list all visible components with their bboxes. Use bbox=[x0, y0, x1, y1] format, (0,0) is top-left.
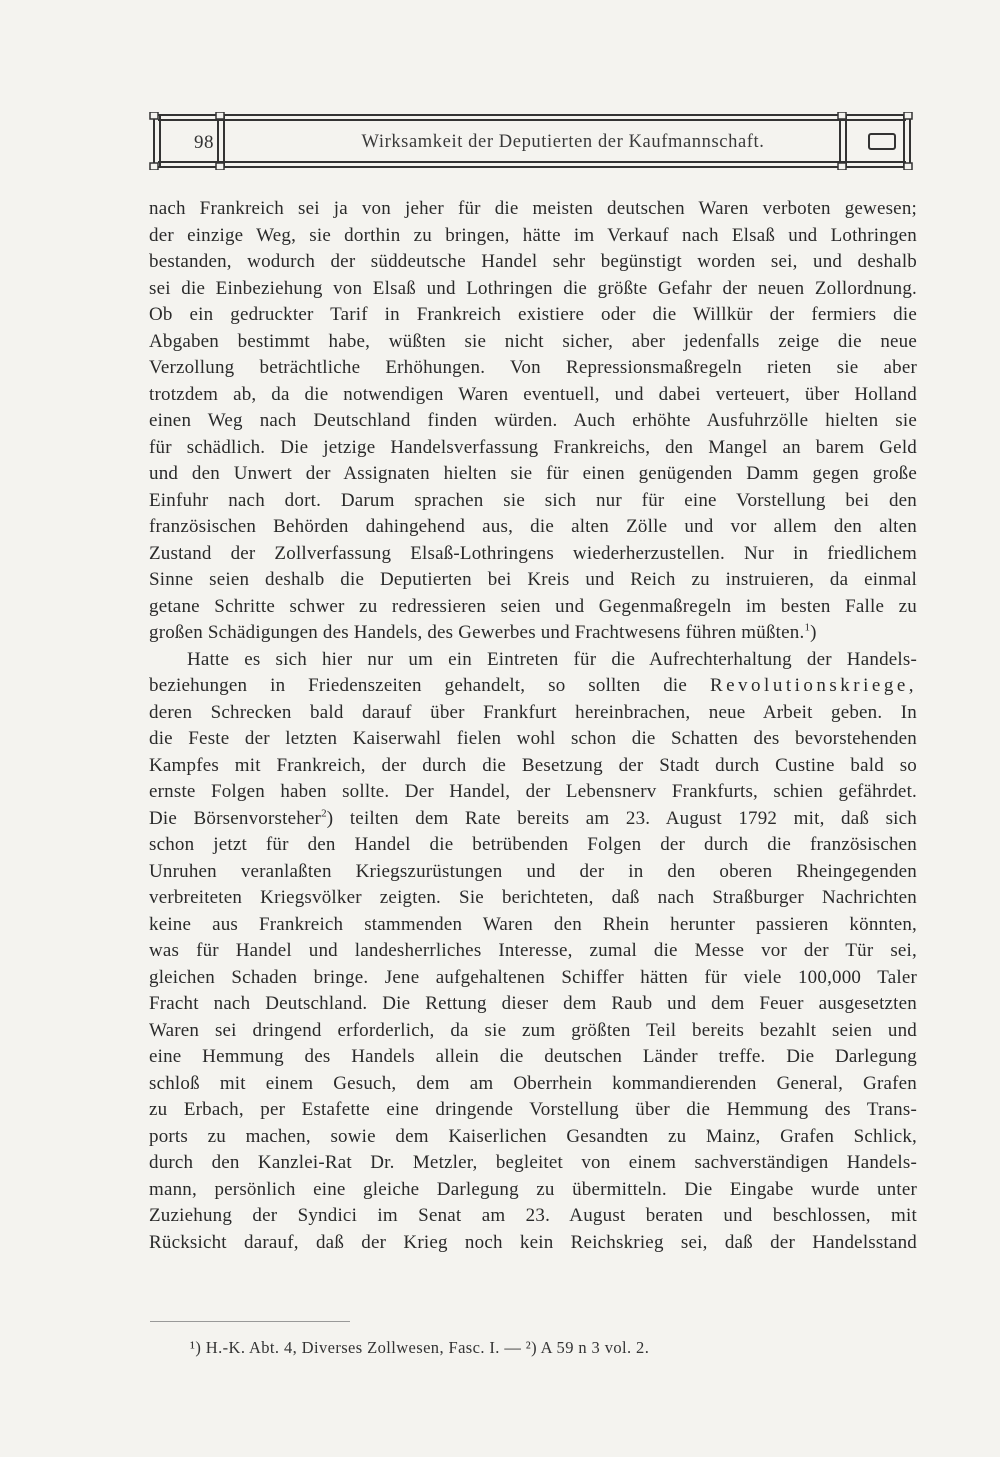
ornament-icon bbox=[868, 133, 896, 150]
body-text bbox=[149, 196, 917, 1256]
paragraph-first-line: Hatte es sich hier nur um ein Eintreten für die Aufrechterhaltung der Handels- bbox=[187, 648, 917, 670]
text-line: Rücksicht darauf, daß der Krieg noch kein Reichskrieg sei, daß der Handelsstand bbox=[149, 1231, 917, 1253]
text-line: und den Unwert der Assignaten hielten sie für einen genügenden Damm gegen große bbox=[149, 463, 917, 484]
text-line: mann, persönlich eine gleiche Darlegung zu übermitteln. Die Eingabe wurde unter bbox=[149, 1178, 917, 1200]
text-line: was für Handel und landesherrliches Interesse, zumal die Messe vor der Tür sei, bbox=[149, 940, 917, 961]
footnote-marker-paren: ) bbox=[810, 622, 817, 643]
text-line: schloß mit einem Gesuch, dem am Oberrhein kommandierenden General, Grafen bbox=[149, 1072, 917, 1094]
text-line: deren Schrecken bald darauf über Frankfurt hereinbrachen, neue Arbeit geben. In bbox=[149, 701, 917, 723]
footnote-divider bbox=[150, 1321, 350, 1322]
text-line: Ob ein gedruckter Tarif in Frankreich existiere oder die Willkür der fermiers die bbox=[149, 304, 917, 325]
text-line: Verzollung beträchtliche Erhöhungen. Von Repressionsmaßregeln rieten sie aber bbox=[149, 357, 917, 378]
text-line: durch den Kanzlei-Rat Dr. Metzler, begleitet von einem sachverständigen Handels- bbox=[149, 1152, 917, 1173]
footnote-marker: 2 bbox=[321, 807, 327, 820]
text-line: einen Weg nach Deutschland finden würden. Auch erhöhte Ausfuhrzölle hielten sie bbox=[149, 410, 917, 431]
text-line: für schädlich. Die jetzige Handelsverfassung Frankreichs, den Mangel an barem Geld bbox=[149, 436, 917, 458]
text-line: Einfuhr nach dort. Darum sprachen sie sich nur für eine Vorstellung bei den bbox=[149, 489, 917, 511]
text-fragment: ) teilten dem Rate bereits am 23. August 1792 mit, daß sich bbox=[326, 807, 917, 829]
text-line: Zustand der Zollverfassung Elsaß-Lothringens wiederherzustellen. Nur in friedlichem bbox=[149, 542, 917, 564]
text-fragment: großen Schädigungen des Handels, des Gewerbes und Frachtwesens führen müßten. bbox=[149, 622, 805, 643]
text-line: keine aus Frankreich stammenden Waren den Rhein herunter passieren könnten, bbox=[149, 913, 917, 935]
text-line: eine Hemmung des Handels allein die deutschen Länder treffe. Die Darlegung bbox=[149, 1046, 917, 1067]
text-line: verbreiteten Kriegsvölker zeigten. Sie berichteten, daß nach Straßburger Nachrichten bbox=[149, 887, 917, 908]
text-line: bestanden, wodurch der süddeutsche Handel sehr begünstigt worden sei, und deshalb bbox=[149, 251, 917, 272]
text-line: trotzdem ab, da die notwendigen Waren eventuell, und dabei verteuert, über Holland bbox=[149, 383, 917, 405]
text-line: Zuziehung der Syndici im Senat am 23. August beraten und beschlossen, mit bbox=[149, 1205, 917, 1226]
text-line: die Feste der letzten Kaiserwahl fielen wohl schon die Schatten des bevorstehenden bbox=[149, 728, 917, 749]
page-header bbox=[148, 112, 916, 170]
text-line: ernste Folgen haben sollte. Der Handel, der Lebensnerv Frankfurts, schien gefährdet. bbox=[149, 781, 917, 802]
text-line: getane Schritte schwer zu redressieren seien und Gegenmaßregeln im besten Falle zu bbox=[149, 595, 917, 617]
text-line: französischen Behörden dahingehend aus, die alten Zölle und vor allem den alten bbox=[149, 516, 917, 537]
text-line: zu Erbach, per Estafette eine dringende Vorstellung über die Hemmung des Trans- bbox=[149, 1099, 917, 1120]
text-line bbox=[149, 806, 917, 833]
text-line: Abgaben bestimmt habe, wüßten sie nicht sicher, aber jedenfalls zeige die neue bbox=[149, 330, 917, 352]
footnote: ¹) H.-K. Abt. 4, Diverses Zollwesen, Fasc. I. — ²) A 59 n 3 vol. 2. bbox=[190, 1338, 650, 1357]
text-line: Fracht nach Deutschland. Die Rettung dieser dem Raub und dem Feuer ausgesetzten bbox=[149, 993, 917, 1014]
emphasized-term: Revolutionskriege, bbox=[709, 675, 917, 696]
text-line: nach Frankreich sei ja von jeher für die meisten deutschen Waren verboten gewesen; bbox=[149, 198, 917, 219]
text-line: der einzige Weg, sie dorthin zu bringen, hätte im Verkauf nach Elsaß und Lothringen bbox=[149, 224, 917, 246]
text-line bbox=[149, 620, 917, 647]
text-line: schon jetzt für den Handel die betrübenden Folgen der durch die französischen bbox=[149, 834, 917, 855]
text-line: Sinne seien deshalb die Deputierten bei Kreis und Reich zu instruieren, da einmal bbox=[149, 569, 917, 590]
footnote-marker: 1 bbox=[804, 621, 811, 634]
text-fragment: beziehungen in Friedenszeiten gehandelt, so sollten die bbox=[149, 675, 688, 696]
page-number: 98 bbox=[194, 132, 214, 153]
text-line bbox=[149, 673, 917, 700]
text-line: gleichen Schaden bringe. Jene aufgehaltenen Schiffer hätten für viele 100,000 Taler bbox=[149, 966, 917, 988]
text-line: ports zu machen, sowie dem Kaiserlichen Gesandten zu Mainz, Grafen Schlick, bbox=[149, 1125, 917, 1147]
running-title: Wirksamkeit der Deputierten der Kaufmannschaft. bbox=[361, 132, 765, 152]
text-line: Kampfes mit Frankreich, der durch die Besetzung der Stadt durch Custine bald so bbox=[149, 754, 917, 776]
text-line: Unruhen veranlaßten Kriegszurüstungen und der in den oberen Rheingegenden bbox=[149, 860, 917, 882]
text-fragment: Die Börsenvorsteher bbox=[149, 807, 322, 829]
text-line: sei die Einbeziehung von Elsaß und Lothringen die größte Gefahr der neuen Zollordnung. bbox=[149, 277, 917, 299]
text-line: Waren sei dringend erforderlich, da sie zum größten Teil bereits bezahlt seien und bbox=[149, 1019, 917, 1041]
